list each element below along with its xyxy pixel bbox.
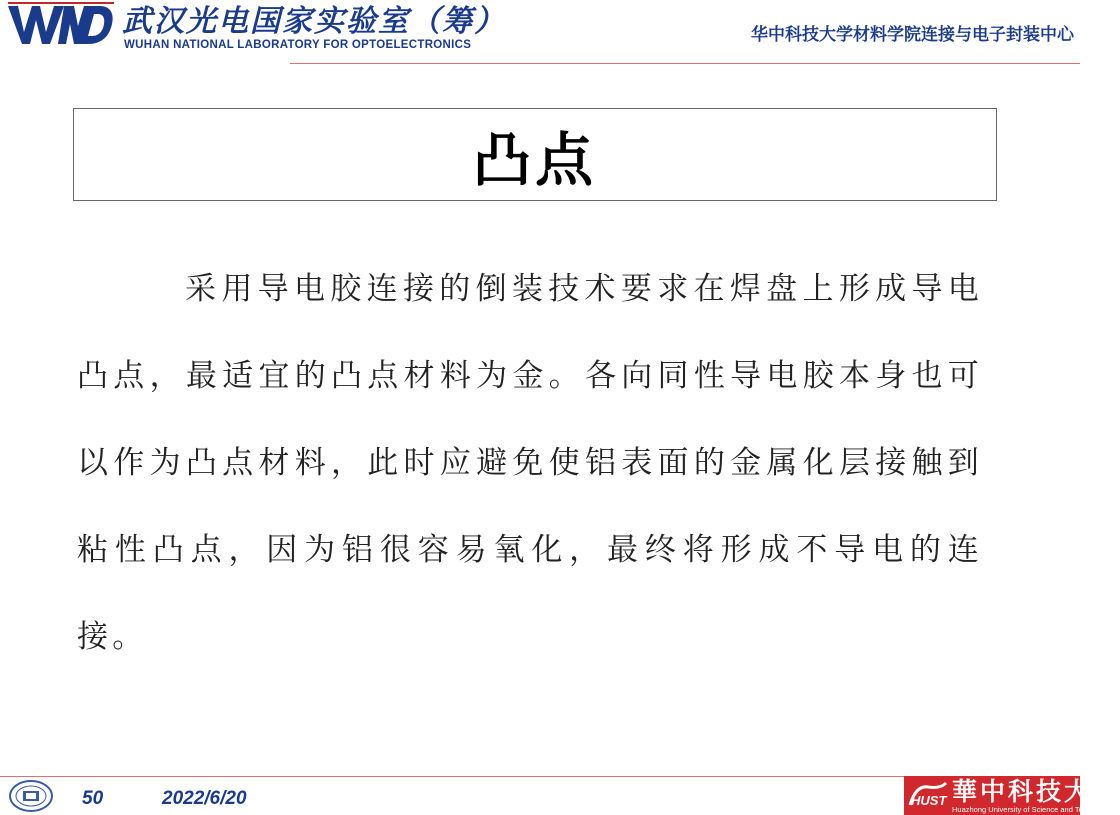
hust-mark-icon xyxy=(908,781,948,809)
hust-logo xyxy=(904,776,1120,815)
slide-header xyxy=(0,0,1080,66)
university-seal-icon xyxy=(8,779,54,813)
slide-body: 采用导电胶连接的倒装技术要求在焊盘上形成导电凸点，最适宜的凸点材料为金。各向同性导电胶本身也可以作为凸点材料，此时应避免使铝表面的金属化层接触到粘性凸点，因为铝很容易氧化，最终将形成不导电的连接。 xyxy=(77,271,983,655)
slide-title: 凸点 xyxy=(472,125,597,194)
title-box xyxy=(73,108,997,201)
page-number: 50 xyxy=(82,788,104,809)
university-name-en: Huazhong University of Science and Technology xyxy=(952,805,1113,814)
lab-name-en: WUHAN NATIONAL LABORATORY FOR OPTOELECTRONICS xyxy=(124,39,472,51)
lab-name-cn: 武汉光电国家实验室（筹） xyxy=(122,4,506,39)
slide-date: 2022/6/20 xyxy=(162,788,247,809)
wnl-logo xyxy=(8,2,114,46)
svg-text:HUST: HUST xyxy=(911,793,947,808)
university-name-cn: 華中科技大学 xyxy=(952,777,1120,806)
header-divider xyxy=(290,63,1080,64)
center-name: 华中科技大学材料学院连接与电子封装中心 xyxy=(751,25,1074,45)
